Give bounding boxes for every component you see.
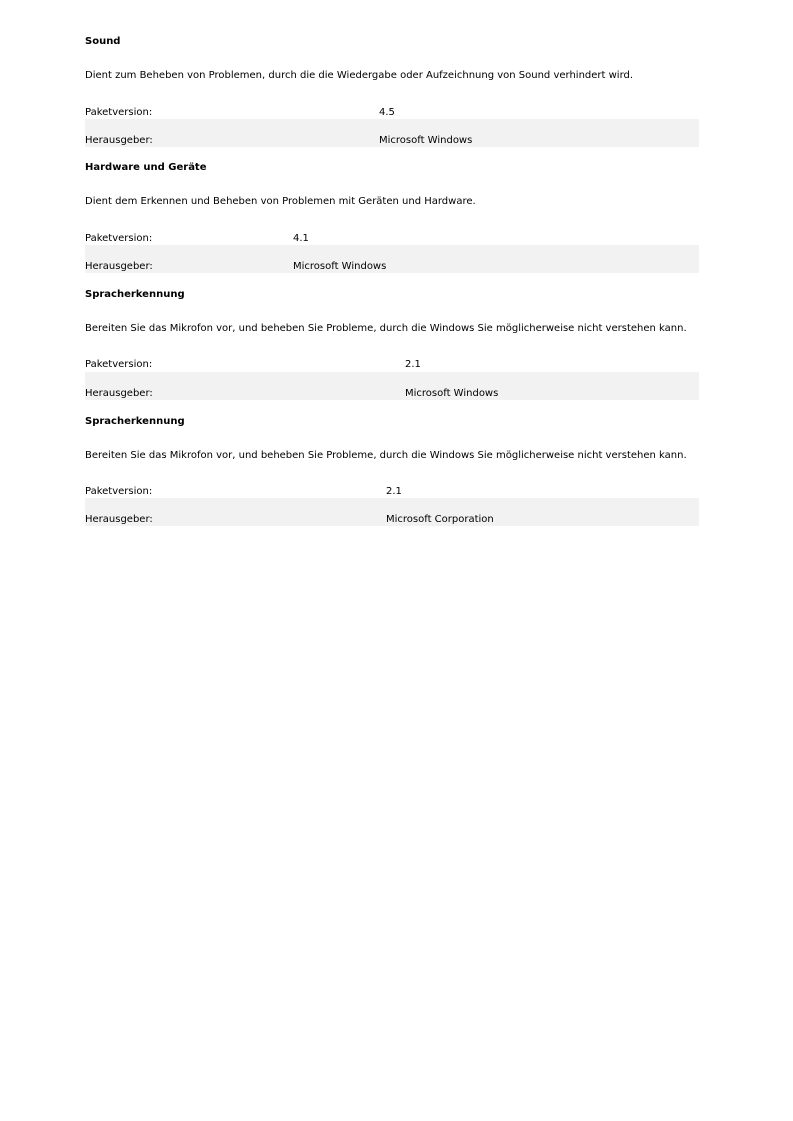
section-description: Dient dem Erkennen und Beheben von Problemen mit Geräten und Hardware. bbox=[85, 196, 476, 207]
publisher-row bbox=[85, 119, 699, 147]
section-title: Sound bbox=[85, 36, 121, 47]
publisher-row bbox=[85, 245, 699, 273]
section-description: Dient zum Beheben von Problemen, durch die die Wiedergabe oder Aufzeichnung von Sound verhindert wird. bbox=[85, 70, 634, 81]
package-version-label: Paketversion: bbox=[85, 359, 153, 370]
package-version-value: 2.1 bbox=[405, 359, 421, 370]
publisher-label: Herausgeber: bbox=[85, 388, 153, 399]
publisher-row bbox=[85, 372, 699, 400]
section-title: Spracherkennung bbox=[85, 416, 185, 427]
package-version-row bbox=[85, 217, 699, 245]
section-title: Spracherkennung bbox=[85, 289, 185, 300]
section-description: Bereiten Sie das Mikrofon vor, und beheben Sie Probleme, durch die Windows Sie möglicherweise nicht verstehen kann. bbox=[85, 323, 687, 334]
publisher-value: Microsoft Corporation bbox=[386, 514, 494, 525]
section-title: Hardware und Geräte bbox=[85, 162, 207, 173]
package-version-value: 2.1 bbox=[386, 486, 402, 497]
publisher-value: Microsoft Windows bbox=[379, 135, 473, 146]
package-version-row bbox=[85, 470, 699, 498]
package-version-row bbox=[85, 343, 699, 371]
package-version-row bbox=[85, 91, 699, 119]
publisher-value: Microsoft Windows bbox=[405, 388, 499, 399]
package-version-value: 4.1 bbox=[293, 233, 309, 244]
section-description: Bereiten Sie das Mikrofon vor, und beheben Sie Probleme, durch die Windows Sie möglicherweise nicht verstehen kann. bbox=[85, 450, 687, 461]
publisher-label: Herausgeber: bbox=[85, 135, 153, 146]
publisher-row bbox=[85, 498, 699, 526]
package-version-label: Paketversion: bbox=[85, 233, 153, 244]
package-version-label: Paketversion: bbox=[85, 107, 153, 118]
publisher-label: Herausgeber: bbox=[85, 514, 153, 525]
publisher-value: Microsoft Windows bbox=[293, 261, 387, 272]
package-version-value: 4.5 bbox=[379, 107, 395, 118]
package-version-label: Paketversion: bbox=[85, 486, 153, 497]
publisher-label: Herausgeber: bbox=[85, 261, 153, 272]
